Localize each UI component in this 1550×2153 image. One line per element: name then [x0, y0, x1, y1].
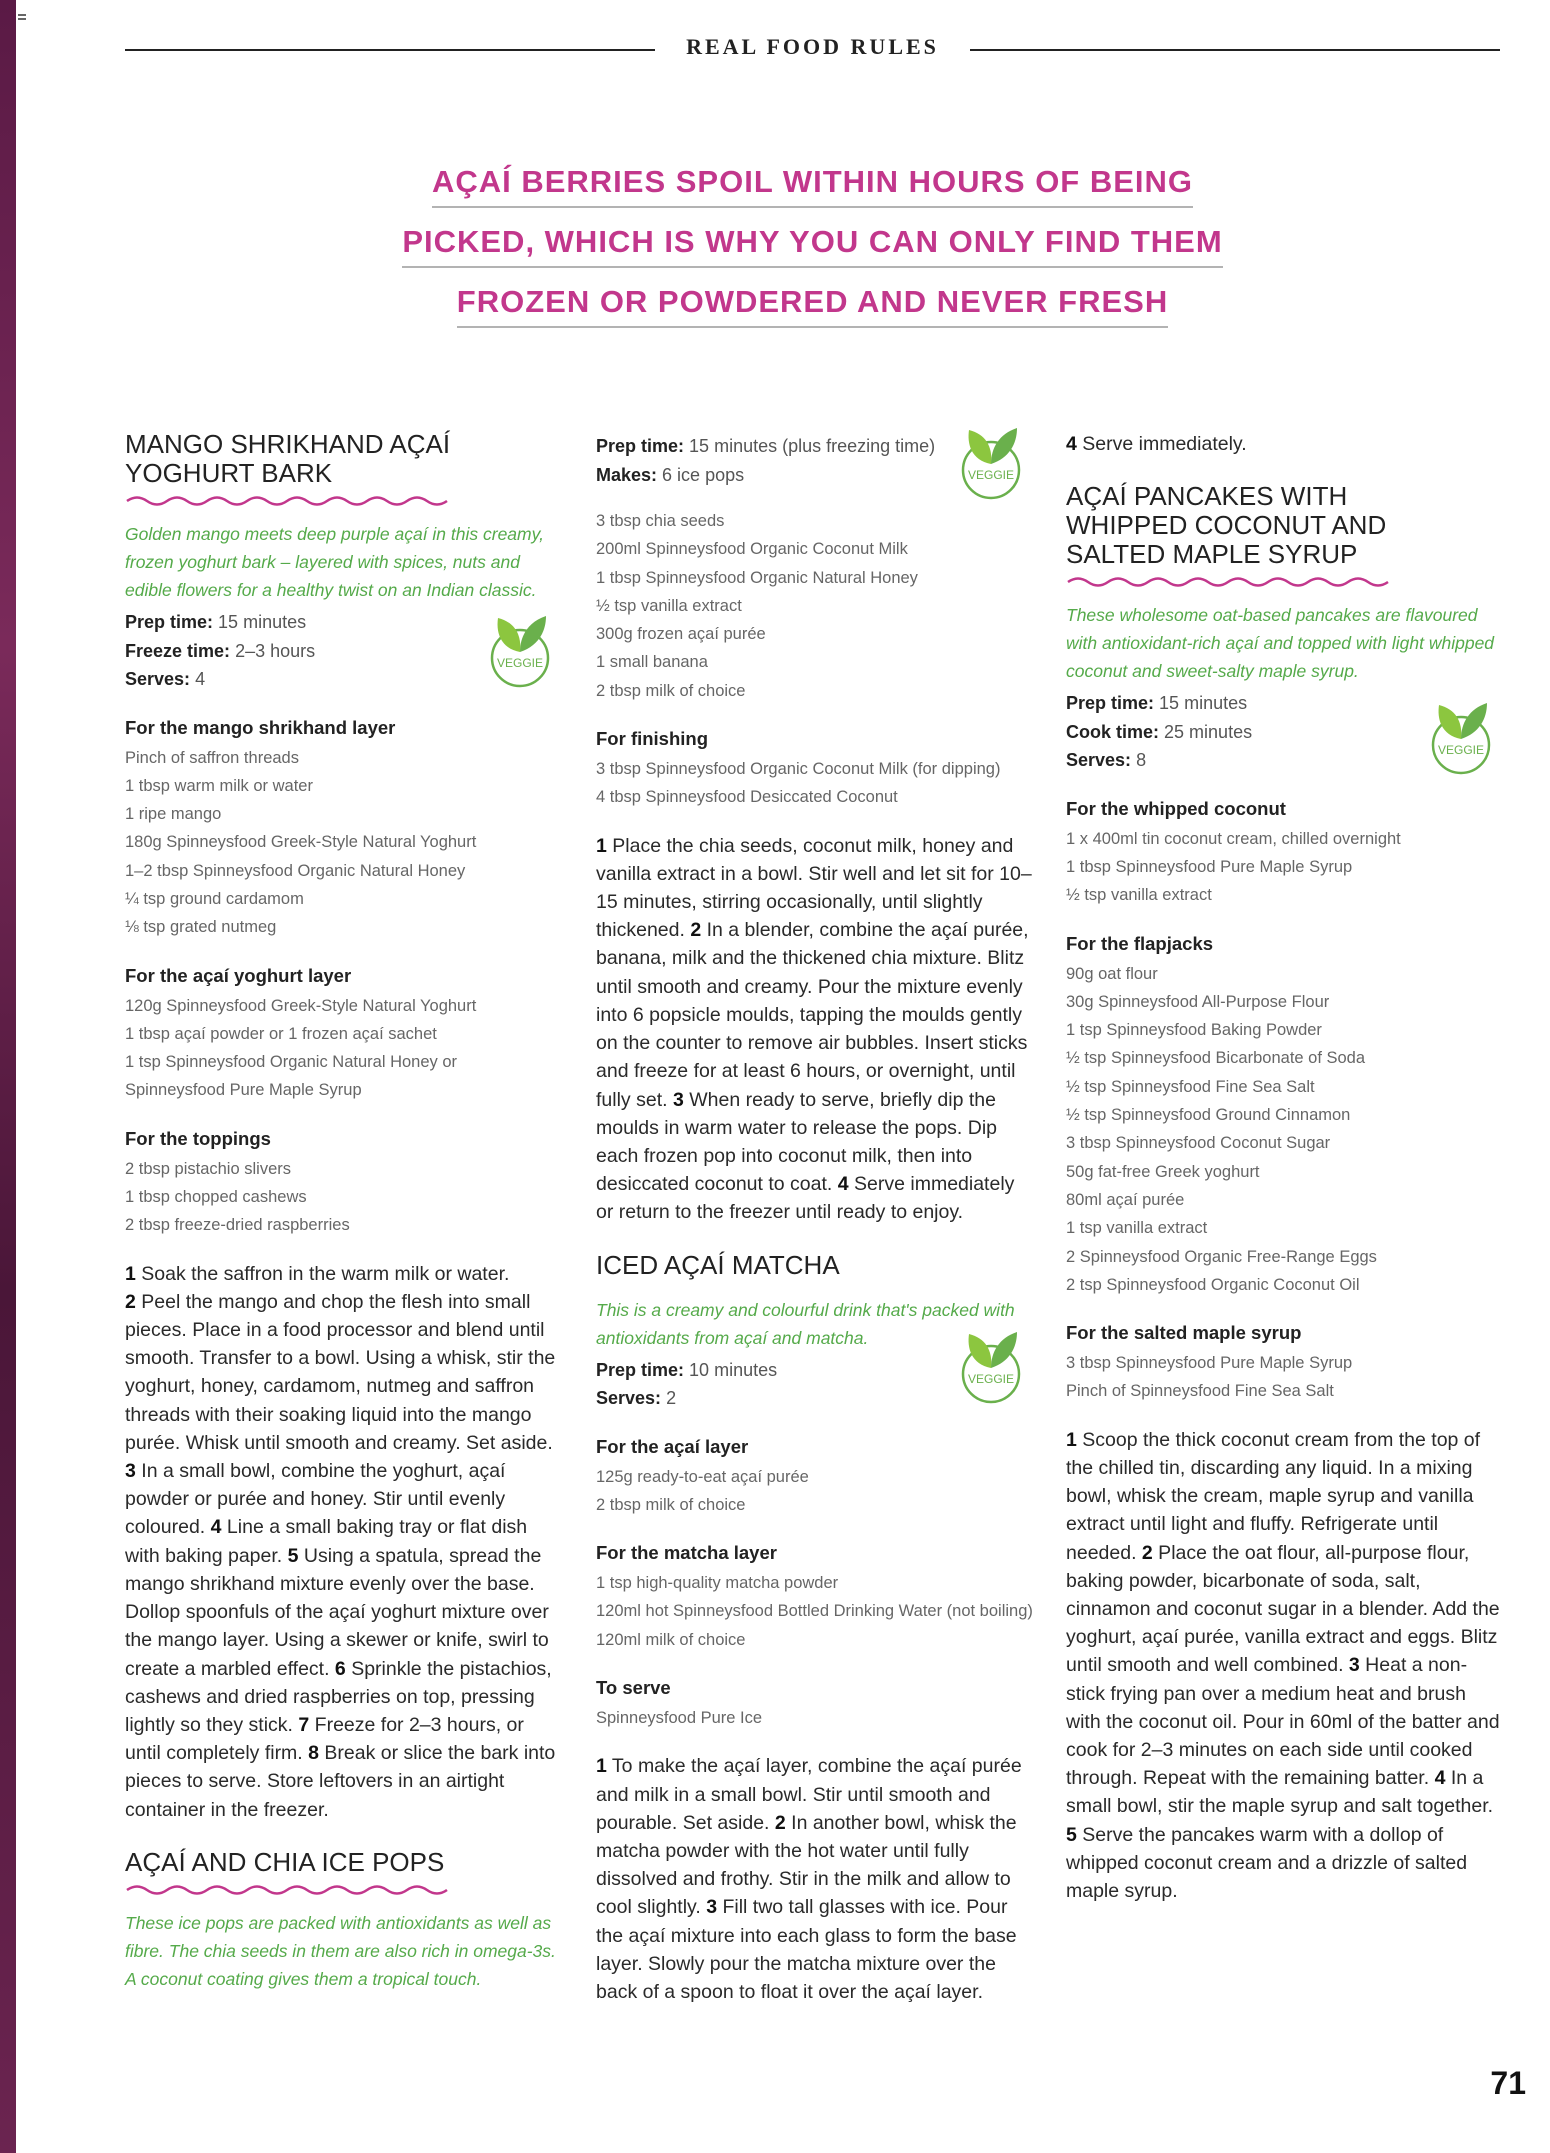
ingredient-item: 2 Spinneysfood Organic Free-Range Eggs	[1066, 1247, 1377, 1266]
header-rule-left	[125, 49, 655, 51]
ingredient-item: 1–2 tbsp Spinneysfood Organic Natural Honey	[125, 861, 466, 880]
ingredient-item: Pinch of saffron threads	[125, 748, 299, 767]
ingredient-heading: For the açaí layer	[596, 1435, 749, 1457]
page-edge-photo	[0, 0, 16, 2153]
svg-text:VEGGIE: VEGGIE	[1437, 743, 1485, 758]
ingredient-item: 2 tbsp pistachio slivers	[125, 1159, 291, 1178]
pull-quote-line: PICKED, WHICH IS WHY YOU CAN ONLY FIND THEM	[402, 220, 1222, 268]
ingredient-item: 2 tsp Spinneysfood Organic Coconut Oil	[1066, 1275, 1360, 1294]
ingredient-heading: For the whipped coconut	[1066, 797, 1286, 819]
ingredient-item: 2 tbsp freeze-dried raspberries	[125, 1216, 350, 1235]
veggie-badge-icon	[480, 610, 560, 690]
ingredient-item: 4 tbsp Spinneysfood Desiccated Coconut	[596, 788, 898, 807]
recipe-title: AÇAÍ AND CHIA ICE POPS	[125, 1846, 445, 1877]
ingredient-item: 1 x 400ml tin coconut cream, chilled overnight	[1066, 829, 1401, 848]
recipe-acai-pancakes	[1066, 482, 1506, 1905]
recipe-intro: These wholesome oat-based pancakes are flavoured with antioxidant-rich açaí and topped with light whipped coconut and sweet-salty maple syrup.	[1066, 605, 1495, 682]
ingredient-item: ½ tsp vanilla extract	[596, 596, 742, 615]
method-text: 1 Soak the saffron in the warm milk or water. 2 Peel the mango and chop the flesh into small pieces. Place in a food processor and blend until smooth. Transfer to a bowl. Using a whisk, stir the yoghurt, honey, cardamom, nutmeg and saffron threads with their soaking liquid into the mango purée. Whisk until smooth and creamy. Set aside. 3 In a small bowl, combine the yoghurt, açaí powder or purée and honey. Stir until evenly coloured. 4 Line a small baking tray or flat dish with baking paper. 5 Using a spatula, spread the mango shrikhand mixture evenly over the base. Dollop spoonfuls of the açaí yoghurt mixture over the mango layer. Using a skewer or knife, swirl to create a marbled effect. 6 Sprinkle the pistachios, cashews and dried raspberries on top, pressing lightly so they stick. 7 Freeze for 2–3 hours, or until completely firm. 8 Break or slice the bark into pieces to serve. Store leftovers in an airtight container in the freezer.	[125, 1262, 556, 1821]
recipe-intro: These ice pops are packed with antioxidants as well as fibre. The chia seeds in them are also rich in omega-3s. A coconut coating gives them a tropical touch.	[125, 1912, 556, 1989]
veggie-badge-icon	[951, 422, 1031, 502]
veggie-badge-icon	[951, 1326, 1031, 1406]
svg-text:VEGGIE: VEGGIE	[967, 468, 1015, 482]
column-3	[1066, 430, 1506, 1905]
ingredient-item: 120g Spinneysfood Greek-Style Natural Yoghurt	[125, 996, 477, 1015]
ingredient-item: 125g ready-to-eat açaí purée	[596, 1467, 809, 1486]
section-header	[125, 34, 1500, 64]
method-text: 1 Scoop the thick coconut cream from the top of the chilled tin, discarding any liquid. In a mixing bowl, whisk the cream, maple syrup and vanilla extract until light and fluffy. Refrigerate until needed. 2 Place the oat flour, all-purpose flour, baking powder, bicarbonate of soda, salt, cinnamon and coconut sugar in a blender. Add the yoghurt, açaí purée, vanilla extract and eggs. Blitz until smooth and well combined. 3 Heat a non-stick frying pan over a medium heat and brush with the coconut oil. Pour in 60ml of the batter and cook for 2–3 minutes on each side until cooked through. Repeat with the remaining batter. 4 In a small bowl, stir the maple syrup and salt together. 5 Serve the pancakes warm with a dollop of whipped coconut cream and a drizzle of salted maple syrup.	[1066, 1428, 1500, 1902]
ingredient-heading: For the flapjacks	[1066, 932, 1214, 954]
ingredient-item: 2 tbsp milk of choice	[596, 681, 746, 700]
ingredient-item: ½ tsp Spinneysfood Ground Cinnamon	[1066, 1106, 1351, 1125]
ingredient-item: 50g fat-free Greek yoghurt	[1066, 1162, 1260, 1181]
ingredient-item: 1 tbsp Spinneysfood Pure Maple Syrup	[1066, 858, 1353, 876]
ingredient-heading: For finishing	[596, 728, 709, 750]
ingredient-item: 3 tbsp Spinneysfood Pure Maple Syrup	[1066, 1354, 1353, 1373]
recipe-chia-pops	[125, 1848, 565, 1993]
section-title: REAL FOOD RULES	[686, 34, 939, 59]
ingredient-item: 1 tsp high-quality matcha powder	[596, 1574, 839, 1593]
ingredient-heading: For the salted maple syrup	[1066, 1322, 1302, 1344]
ingredient-heading: For the matcha layer	[596, 1542, 777, 1564]
ingredient-item: Pinch of Spinneysfood Fine Sea Salt	[1066, 1382, 1334, 1401]
method-text: 1 Place the chia seeds, coconut milk, honey and vanilla extract in a bowl. Stir well and let sit for 10–15 minutes, stirring occasionally, until slightly thickened. 2 In a blender, combine the açaí purée, banana, milk and the thickened chia mixture. Blitz until smooth and creamy. Pour the mixture evenly into 6 popsicle moulds, tapping the moulds gently on the counter to remove air bubbles. Insert sticks and freeze for at least 6 hours, or overnight, until fully set. 3 When ready to serve, briefly dip the moulds in warm water to release the pops. Dip each frozen pop into coconut milk, then into desiccated coconut to coat. 4 Serve immediately or return to the freezer until ready to enjoy.	[596, 834, 1032, 1224]
ingredient-item: 1 tsp Spinneysfood Baking Powder	[1066, 1021, 1322, 1040]
column-1	[125, 430, 565, 1997]
edge-mark	[18, 14, 26, 16]
method-text-continued: 4 Serve immediately.	[1066, 433, 1247, 455]
ingredient-item: 120ml hot Spinneysfood Bottled Drinking Water (not boiling)	[596, 1602, 1033, 1621]
ingredient-item: 1 tbsp açaí powder or 1 frozen açaí sachet	[125, 1024, 437, 1043]
ingredient-item: ¼ tsp ground cardamom	[125, 889, 304, 908]
column-2	[596, 430, 1036, 2006]
recipe-meta: Prep time: 10 minutes Serves: 2	[596, 1359, 778, 1409]
ingredient-item: 120ml milk of choice	[596, 1630, 746, 1649]
ingredient-item: 80ml açaí purée	[1066, 1190, 1185, 1209]
recipe-title: MANGO SHRIKHAND AÇAÍ YOGHURT BARK	[125, 429, 451, 488]
wave-divider	[125, 1883, 450, 1897]
ingredient-item: ⅛ tsp grated nutmeg	[125, 918, 277, 937]
recipe-title: AÇAÍ PANCAKES WITH WHIPPED COCONUT AND SALTED MAPLE SYRUP	[1066, 481, 1387, 570]
recipe-meta: Prep time: 15 minutes Cook time: 25 minutes Serves: 8	[1066, 693, 1253, 771]
ingredient-item: 3 tbsp chia seeds	[596, 512, 725, 530]
veggie-badge-icon	[1421, 697, 1501, 777]
recipe-meta: Prep time: 15 minutes Freeze time: 2–3 hours Serves: 4	[125, 612, 316, 689]
ingredient-item: 200ml Spinneysfood Organic Coconut Milk	[596, 540, 908, 559]
pull-quote-line: AÇAÍ BERRIES SPOIL WITHIN HOURS OF BEING	[432, 160, 1193, 208]
ingredient-heading: For the açaí yoghurt layer	[125, 964, 352, 986]
ingredient-item: ½ tsp Spinneysfood Fine Sea Salt	[1066, 1077, 1315, 1096]
recipe-intro: Golden mango meets deep purple açaí in this creamy, frozen yoghurt bark – layered with spices, nuts and edible flowers for a healthy twist on an Indian classic.	[125, 524, 544, 600]
ingredient-item: 30g Spinneysfood All-Purpose Flour	[1066, 992, 1330, 1011]
ingredient-item: ½ tsp Spinneysfood Bicarbonate of Soda	[1066, 1049, 1366, 1068]
ingredient-item: 1 tbsp warm milk or water	[125, 776, 313, 795]
pull-quote-line: FROZEN OR POWDERED AND NEVER FRESH	[457, 280, 1168, 328]
ingredient-item: 3 tbsp Spinneysfood Organic Coconut Milk (for dipping)	[596, 760, 1001, 779]
recipe-chia-pops-cont	[596, 432, 1036, 1227]
recipe-intro: This is a creamy and colourful drink that's packed with antioxidants from açaí and matcha.	[596, 1299, 1015, 1348]
ingredient-heading: For the mango shrikhand layer	[125, 716, 396, 738]
pull-quote	[125, 160, 1500, 340]
ingredient-item: 1 small banana	[596, 653, 708, 672]
recipe-iced-matcha	[596, 1251, 1036, 2007]
ingredient-item: ½ tsp vanilla extract	[1066, 886, 1212, 905]
ingredient-item: 1 tbsp Spinneysfood Organic Natural Honey	[596, 568, 918, 587]
page-number: 71	[1490, 2065, 1526, 2101]
ingredient-item: 300g frozen açaí purée	[596, 625, 766, 644]
ingredient-item: 2 tbsp milk of choice	[596, 1495, 746, 1514]
ingredient-item: 1 tbsp chopped cashews	[125, 1188, 307, 1207]
ingredient-item: 90g oat flour	[1066, 964, 1158, 983]
recipe-meta: Prep time: 15 minutes (plus freezing time) Makes: 6 ice pops	[596, 436, 936, 485]
ingredient-item: Spinneysfood Pure Maple Syrup	[125, 1081, 362, 1100]
ingredient-item: 1 ripe mango	[125, 805, 222, 824]
wave-divider	[1066, 575, 1391, 589]
svg-text:VEGGIE: VEGGIE	[967, 1371, 1015, 1386]
ingredient-item: 3 tbsp Spinneysfood Coconut Sugar	[1066, 1134, 1331, 1153]
svg-text:VEGGIE: VEGGIE	[496, 656, 544, 670]
header-rule-right	[970, 49, 1500, 51]
method-text: 1 To make the açaí layer, combine the açaí purée and milk in a small bowl. Stir until smooth and pourable. Set aside. 2 In another bowl, whisk the matcha powder with the hot water until fully dissolved and frothy. Stir in the milk and allow to cool slightly. 3 Fill two tall glasses with ice. Pour the açaí mixture into each glass to form the base layer. Slowly pour the matcha mixture over the back of a spoon to float it over the açaí layer.	[596, 1755, 1022, 2003]
recipe-title: ICED AÇAÍ MATCHA	[596, 1249, 840, 1280]
ingredient-heading: To serve	[596, 1677, 671, 1698]
wave-divider	[125, 494, 450, 508]
recipe-mango-bark	[125, 430, 565, 1824]
ingredient-item: Spinneysfood Pure Ice	[596, 1709, 763, 1727]
ingredient-item: 180g Spinneysfood Greek-Style Natural Yoghurt	[125, 833, 477, 852]
ingredient-heading: For the toppings	[125, 1127, 271, 1149]
ingredient-item: 1 tsp vanilla extract	[1066, 1219, 1208, 1238]
ingredient-item: 1 tsp Spinneysfood Organic Natural Honey or	[125, 1053, 458, 1072]
